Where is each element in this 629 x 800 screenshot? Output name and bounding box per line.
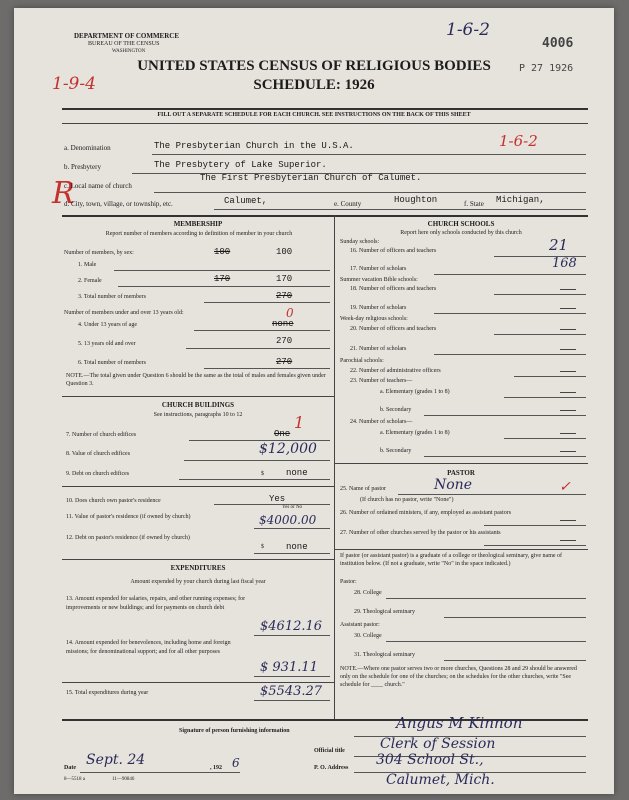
over13-value: 270 (276, 336, 293, 346)
red-r-mark: R (52, 176, 75, 211)
under13-label: 4. Under 13 years of age (78, 322, 137, 328)
q9-value: none (286, 468, 308, 478)
denomination-value: The Presbyterian Church in the U.S.A. (154, 141, 354, 151)
q25-label: 25. Name of pastor (340, 486, 386, 492)
signature-value: Angus M Kinnon (396, 714, 523, 732)
membership-heading: MEMBERSHIP (173, 220, 223, 228)
date-label: Date (64, 765, 76, 771)
q12-dollar: $ (261, 544, 264, 550)
q16-value: 21 (549, 236, 569, 254)
address-label: P. O. Address (314, 765, 349, 771)
local-name-value: The First Presbyterian Church of Calumet. (200, 173, 422, 183)
q15-value: $5543.27 (260, 684, 323, 699)
q22-label: 22. Number of administrative officers (350, 368, 441, 374)
q14-label: 14. Amount expended for benevolences, including home and foreign missions; for denominational support; and for all other purposes (66, 640, 231, 655)
q14-value: $ 931.11 (260, 660, 318, 675)
form-subtitle: SCHEDULE: 1926 (253, 77, 375, 93)
q13-value: $4612.16 (260, 619, 323, 634)
sex-label: Number of members, by sex: (64, 250, 134, 256)
male-label: 1. Male (78, 262, 97, 268)
q16-label: 16. Number of officers and teachers (350, 248, 437, 254)
local-name-label: c. Local name of church (64, 182, 132, 190)
q13-label: 13. Amount expended for salaries, repairs, and other running expenses; for improvements or new buildings; and for payments on church debt (66, 596, 246, 611)
q24-label: 24. Number of scholars— (350, 419, 413, 425)
expenditures-sub: Amount expended by your church during last fiscal year (130, 579, 266, 585)
city-label: d. City, town, village, or township, etc. (64, 200, 173, 208)
city-name: WASHINGTON (112, 49, 146, 54)
q25-value: None (434, 477, 472, 493)
age-label: Number of members under and over 13 years old: (64, 310, 184, 316)
q31-label: 31. Theological seminary (354, 652, 416, 658)
q21-label: 21. Number of scholars (350, 346, 407, 352)
q8-value: $12,000 (259, 441, 317, 457)
q9-label: 9. Debt on church edifices (66, 471, 130, 477)
q10-options: Yes or No (282, 505, 303, 510)
q11-value: $4000.00 (259, 513, 317, 527)
q15-label: 15. Total expenditures during year (66, 690, 149, 696)
q11-label: 11. Value of pastor's residence (if owned by church) (66, 514, 191, 520)
state-value: Michigan, (496, 195, 545, 205)
membership-note: NOTE.—The total given under Question 6 should be the same as the total of males and females given under Question 3. (66, 373, 326, 387)
form-number: 8—5518 a (64, 777, 85, 782)
q12-value: none (286, 542, 308, 552)
hand-code-left: 1-9-4 (52, 74, 96, 94)
total3-label: 3. Total number of members (78, 294, 146, 300)
buildings-sub: See instructions, paragraphs 10 to 12 (153, 412, 243, 418)
hand-code-top: 1-6-2 (446, 20, 490, 40)
official-title-value: Clerk of Session (380, 736, 496, 752)
pastor-subheading: Pastor: (340, 579, 357, 585)
presbytery-label: b. Presbytery (64, 163, 101, 171)
address-line-2: Calumet, Mich. (386, 772, 495, 788)
q12-label: 12. Debt on pastor's residence (if owned by church) (66, 535, 190, 541)
q10-label: 10. Does church own pastor's residence (66, 498, 161, 504)
q9-dollar: $ (261, 471, 264, 477)
stamp-number: 4006 (542, 36, 574, 51)
department-name: DEPARTMENT OF COMMERCE (74, 32, 180, 40)
total3-value: 270 (276, 291, 293, 301)
parochial-label: Parochial schools: (340, 358, 384, 364)
date-year-digit: 6 (232, 756, 240, 770)
bureau-name: BUREAU OF THE CENSUS (88, 41, 160, 47)
weekday-label: Week-day religious schools: (340, 316, 408, 322)
date-value: Sept. 24 (86, 752, 146, 768)
address-line-1: 304 School St., (376, 752, 484, 768)
buildings-heading: CHURCH BUILDINGS (161, 401, 235, 409)
q26-label: 26. Number of ordained ministers, if any, employed as assistant pastors (340, 510, 512, 516)
under13-value: none (272, 319, 294, 329)
sunday-label: Sunday schools: (340, 239, 380, 245)
print-number: 11—90846 (112, 777, 135, 782)
presbytery-value: The Presbytery of Lake Superior. (154, 160, 327, 170)
male-value: 100 (276, 247, 293, 257)
q24a-label: a. Elementary (grades 1 to 8) (380, 430, 450, 436)
expenditures-heading: EXPENDITURES (170, 564, 226, 572)
official-title-label: Official title (314, 748, 345, 754)
q24b-label: b. Secondary (380, 448, 412, 454)
q10-value: Yes (269, 494, 286, 504)
pastor-note: NOTE.—Where one pastor serves two or more churches, Questions 28 and 29 should be answered only on the schedule for one of the churches; on the schedules for the other churches, write "See schedule for ____ church." (340, 666, 577, 688)
q23b-label: b. Secondary (380, 407, 412, 413)
sex-typed: 100 (214, 247, 231, 257)
q29-label: 29. Theological seminary (354, 609, 416, 615)
q28-label: 28. College (354, 590, 382, 596)
total6-label: 6. Total number of members (78, 360, 146, 366)
female-typed: 170 (214, 274, 231, 284)
city-value: Calumet, (224, 196, 268, 206)
total6-value: 270 (276, 357, 293, 367)
instruction-line: FILL OUT A SEPARATE SCHEDULE FOR EACH CHURCH. SEE INSTRUCTIONS ON THE BACK OF THIS SHEET (157, 112, 471, 118)
state-label: f. State (464, 200, 484, 208)
membership-intro: Report number of members according to definition of member in your church (105, 231, 293, 237)
census-schedule-sheet (14, 8, 614, 794)
female-label: 2. Female (78, 278, 102, 284)
q23-label: 23. Number of teachers— (350, 378, 413, 384)
q17-label: 17. Number of scholars (350, 266, 407, 272)
q17-value: 168 (552, 256, 577, 271)
q23a-label: a. Elementary (grades 1 to 8) (380, 389, 450, 395)
form-title: UNITED STATES CENSUS OF RELIGIOUS BODIES (137, 58, 491, 74)
signature-label: Signature of person furnishing information (179, 728, 290, 734)
female-value: 170 (276, 274, 293, 284)
summer-label: Summer vacation Bible schools: (340, 277, 418, 283)
q18-label: 18. Number of officers and teachers (350, 286, 437, 292)
stamp-date: P 27 1926 (519, 63, 574, 74)
denomination-label: a. Denomination (64, 144, 111, 152)
assistant-subheading: Assistant pastor: (340, 622, 380, 628)
q7-label: 7. Number of church edifices (66, 432, 137, 438)
county-value: Houghton (394, 195, 438, 205)
schools-heading: CHURCH SCHOOLS (427, 220, 495, 228)
q25-note: (If church has no pastor, write "None") (360, 497, 454, 503)
pastor-check-mark: ✓ (559, 479, 571, 495)
county-label: e. County (334, 200, 362, 208)
pastor-heading: PASTOR (447, 469, 475, 477)
denomination-code: 1-6-2 (499, 132, 538, 150)
schools-sub: Report here only schools conducted by this church (400, 230, 522, 236)
date-year-prefix: , 192 (210, 765, 222, 771)
q30-label: 30. College (354, 633, 382, 639)
over13-label: 5. 13 years old and over (78, 341, 136, 347)
college-note: If pastor (or assistant pastor) is a graduate of a college or theological seminary, give name of institution below. (If not a graduate, write "No" in the space indicated.) (340, 553, 563, 567)
q20-label: 20. Number of officers and teachers (350, 326, 437, 332)
age-hand-mark: 0 (286, 306, 294, 320)
q7-typed: One (274, 429, 291, 439)
q27-label: 27. Number of other churches served by the pastor or his assistants (340, 530, 501, 536)
q8-label: 8. Value of church edifices (66, 451, 131, 457)
q19-label: 19. Number of scholars (350, 305, 407, 311)
q7-hand: 1 (294, 413, 305, 432)
